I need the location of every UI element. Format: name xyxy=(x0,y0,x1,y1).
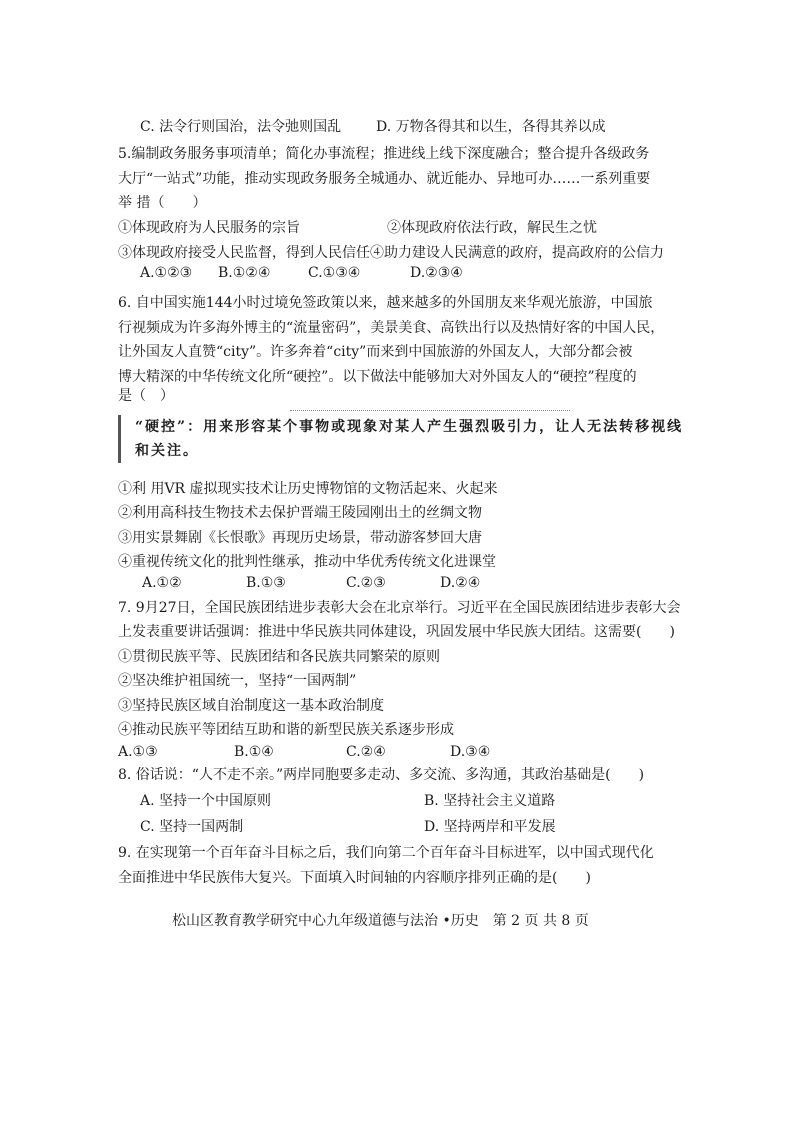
q9-stem-line: 全面推进中华民族伟大复兴。下面填入时间轴的内容顺序排列正确的是( ) xyxy=(118,870,591,886)
q6-stem-line: 让外国友人直赞“city”。许多奔着“city”而来到中国旅游的外国友人，大部分都会被 xyxy=(118,344,633,360)
q7-item: ②坚决维护祖国统一，坚持“一国两制” xyxy=(118,673,357,689)
q7-item: ③坚持民族区域自治制度这一基本政治制度 xyxy=(118,698,384,714)
q7-option-b: B.①④ xyxy=(234,744,274,760)
q6-option-d: D.②④ xyxy=(440,575,481,591)
q6-item: ③用实景舞剧《长恨歌》再现历史场景，带动游客梦回大唐 xyxy=(118,530,482,546)
q5-item: ①体现政府为人民服务的宗旨 xyxy=(118,220,300,236)
q8-option-c: C. 坚持一国两制 xyxy=(140,819,244,835)
page-footer: 松山区教育教学研究中心九年级道德与法治 •历史 第 2 页 共 8 页 xyxy=(172,913,589,929)
q6-item: ②利用高科技生物技术去保护晋端王陵园刚出土的丝绸文物 xyxy=(118,505,482,521)
q7-option-c: C.②④ xyxy=(346,744,386,760)
q6-item: ④重视传统文化的批判性继承，推动中华优秀传统文化进课堂 xyxy=(118,554,496,570)
q7-item: ④推动民族平等团结互助和谐的新型民族关系逐步形成 xyxy=(118,722,454,738)
q4-option-d: D. 万物各得其和以生，各得其养以成 xyxy=(376,119,606,135)
q6-stem-line: 是（ ） xyxy=(118,388,174,404)
q7-option-d: D.③④ xyxy=(450,744,491,760)
q7-options xyxy=(118,742,518,762)
q8-option-b: B. 坚持社会主义道路 xyxy=(424,793,556,809)
q4-option-c: C. 法令行则国治，法令弛则国乱 xyxy=(140,119,342,135)
q6-item: ①利 用VR 虚拟现实技术让历史博物馆的文物活起来、火起来 xyxy=(118,481,498,497)
q5-option-c: C.①③④ xyxy=(308,265,361,281)
q5-options xyxy=(140,263,540,283)
q6-option-a: A.①② xyxy=(142,575,182,591)
q6-option-b: B.①③ xyxy=(246,575,286,591)
q5-stem-line: 大厅“一站式”功能，推动实现政务服务全城通办、就近能办、异地可办……一系列重要 xyxy=(118,171,651,187)
q9-stem-line: 9. 在实现第一个百年奋斗目标之后，我们向第二个百年奋斗目标进军，以中国式现代化 xyxy=(118,845,654,861)
q7-stem-line: 上发表重要讲话强调：推进中华民族共同体建设，巩固发展中华民族大团结。这需要( ) xyxy=(118,624,675,640)
q5-option-b: B.①②④ xyxy=(218,265,271,281)
q8-option-d: D. 坚持两岸和平发展 xyxy=(424,819,556,835)
q6-stem-line: 行视频成为许多海外博主的“流量密码”，美景美食、高铁出行以及热情好客的中国人民， xyxy=(118,320,665,336)
q5-option-a: A.①②③ xyxy=(140,265,193,281)
q8-stem: 8. 俗话说：“人不走不亲。”两岸同胞要多走动、多交流、多沟通，其政治基础是( ) xyxy=(118,767,645,783)
q7-stem-line: 7. 9月27日，全国民族团结进步表彰大会在北京举行。习近平在全国民族团结进步表彰大会 xyxy=(118,600,681,616)
q6-stem-line: 博大精深的中华传统文化所“硬控”。以下做法中能够加大对外国友人的“硬控”程度的 xyxy=(118,369,637,385)
divider xyxy=(290,410,570,411)
q5-stem-line: 5.编制政务服务事项清单；简化办事流程；推进线上线下深度融合；整合提升各级政务 xyxy=(118,146,650,162)
q6-options xyxy=(142,573,542,593)
definition-callout: “硬控”：用来形容某个事物或现象对某人产生强烈吸引力，让人无法转移视线和关注。 xyxy=(118,415,695,463)
q5-stem-line: 举 措（ ） xyxy=(118,195,207,211)
q5-item: ②体现政府依法行政，解民生之忧 xyxy=(387,220,597,236)
q7-item: ①贯彻民族平等、民族团结和各民族共同繁荣的原则 xyxy=(118,649,440,665)
q6-option-c: C.②③ xyxy=(346,575,386,591)
q5-item: ③体现政府接受人民监督，得到人民信任④助力建设人民满意的政府，提高政府的公信力 xyxy=(118,245,664,261)
q8-option-a: A. 坚持一个中国原则 xyxy=(140,793,272,809)
q6-stem-line: 6. 自中国实施144小时过境免签政策以来，越来越多的外国朋友来华观光旅游，中国旅 xyxy=(118,295,653,311)
q7-option-a: A.①③ xyxy=(118,744,158,760)
q5-option-d: D.②③④ xyxy=(410,265,463,281)
